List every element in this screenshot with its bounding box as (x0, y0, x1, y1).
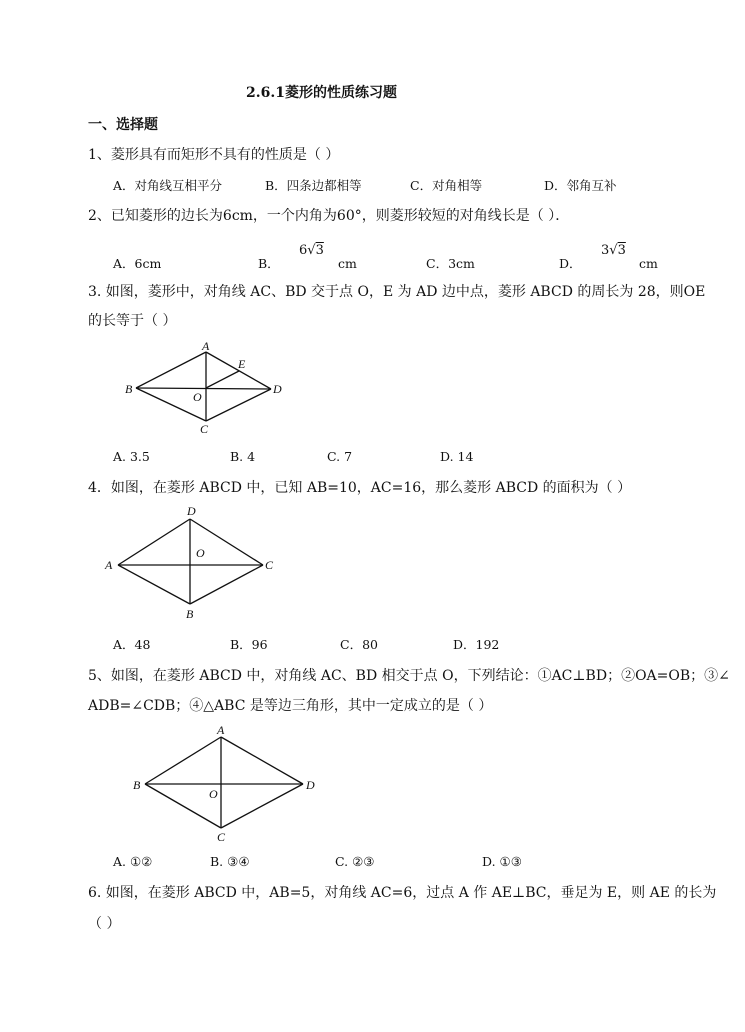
edge-ba (145, 737, 221, 784)
question-5-option-c: C. ②③ (335, 854, 375, 869)
vertex-label-d: D (306, 778, 315, 792)
question-1-stem: 1、菱形具有而矩形不具有的性质是（ ） (88, 147, 340, 163)
question-1-option-a: A．对角线互相平分 (113, 178, 223, 193)
edge-ad (221, 737, 303, 784)
vertex-label-a: A (202, 339, 210, 353)
vertex-label-d: D (273, 382, 282, 396)
vertex-label-a: A (217, 723, 225, 737)
diagonal-bd (136, 388, 271, 389)
center-label-o: O (209, 787, 218, 801)
edge-ba (136, 352, 206, 388)
question-4-rhombus-figure (100, 500, 290, 624)
vertex-label-c: C (265, 558, 274, 572)
vertex-label-a: A (105, 558, 113, 572)
question-3-rhombus-figure (115, 335, 295, 435)
center-label-o: O (193, 390, 202, 404)
center-label-o: O (196, 546, 205, 560)
question-1-option-d: D．邻角互补 (544, 178, 617, 193)
question-4-option-b: B．96 (230, 637, 268, 652)
edge-ba (118, 565, 190, 604)
question-6-stem-line-1: 6. 如图，在菱形 ABCD 中，AB=5，对角线 AC=6，过点 A 作 AE⊥BC，垂足为 E，则 AE 的长为 (88, 885, 717, 901)
question-2-option-b: B． (258, 256, 280, 271)
section-heading: 一、选择题 (88, 117, 158, 133)
vertex-label-b: B (186, 607, 194, 621)
midpoint-label-e: E (238, 357, 246, 371)
question-4-option-a: A．48 (113, 637, 151, 652)
question-2-option-b-unit: cm (338, 256, 357, 271)
question-2-stem: 2、已知菱形的边长为6cm，一个内角为60°，则菱形较短的对角线长是（ ）． (88, 208, 570, 224)
question-5-rhombus-figure (125, 718, 325, 842)
question-2-option-b-radical (299, 243, 324, 258)
question-4-option-c: C．80 (340, 637, 378, 652)
question-4-stem: 4．如图，在菱形 ABCD 中，已知 AB=10，AC=16，那么菱形 ABCD 的面积为（ ） (88, 480, 632, 496)
question-2-option-d: D． (559, 256, 582, 271)
question-5-stem-line-2: ADB=∠CDB；④△ABC 是等边三角形，其中一定成立的是（ ） (88, 698, 493, 714)
radicand: 3 (315, 243, 324, 258)
question-2-option-a: A．6cm (113, 256, 162, 271)
vertex-label-b: B (133, 778, 141, 792)
vertex-label-c: C (200, 422, 209, 436)
vertex-label-b: B (125, 382, 133, 396)
question-2-option-d-unit: cm (639, 256, 658, 271)
question-3-stem-line-1: 3. 如图，菱形中，对角线 AC、BD 交于点 O，E 为 AD 边中点，菱形 ABCD 的周长为 28，则OE (88, 284, 706, 300)
question-5-option-a: A. ①② (113, 854, 153, 869)
question-3-option-d: D. 14 (440, 449, 474, 464)
vertex-label-d: D (187, 504, 196, 518)
question-6-stem-line-2: （ ） (88, 916, 121, 932)
question-2-option-d-radical (601, 243, 626, 258)
question-5-option-b: B. ③④ (210, 854, 250, 869)
radical-coefficient: 6 (299, 243, 308, 258)
segment-oe (206, 371, 239, 388)
edge-ad (118, 519, 190, 565)
edge-dc (221, 784, 303, 828)
question-3-option-a: A. 3.5 (113, 449, 150, 464)
question-3-option-b: B. 4 (230, 449, 256, 464)
vertex-label-c: C (217, 830, 226, 844)
question-5-option-d: D. ①③ (482, 854, 522, 869)
radical-coefficient: 3 (601, 243, 610, 258)
edge-dc (206, 389, 271, 421)
question-1-option-c: C．对角相等 (410, 178, 483, 193)
question-1-option-b: B．四条边都相等 (265, 178, 362, 193)
question-3-stem-line-2: 的长等于（ ） (88, 313, 177, 329)
root-sign: √ (307, 243, 316, 258)
root-sign: √ (609, 243, 618, 258)
question-3-option-c: C. 7 (327, 449, 353, 464)
question-5-stem-line-1: 5、如图，在菱形 ABCD 中，对角线 AC、BD 相交于点 O，下列结论：①AC⊥BD；②OA=OB；③∠ (88, 668, 730, 684)
question-4-option-d: D．192 (453, 637, 500, 652)
worksheet-title: 2.6.1菱形的性质练习题 (246, 85, 397, 101)
radicand: 3 (617, 243, 626, 258)
edge-cb (190, 565, 263, 604)
question-2-option-c: C．3cm (426, 256, 475, 271)
